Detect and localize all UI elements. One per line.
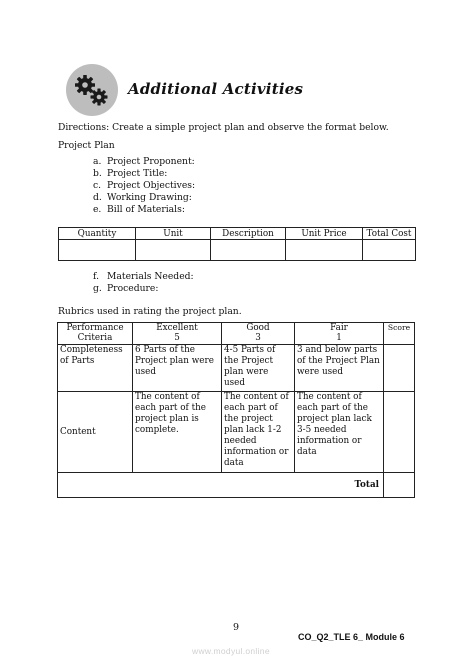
list-item <box>93 283 158 295</box>
score-cell <box>384 345 415 392</box>
column-header <box>222 323 295 345</box>
list-marker: a. <box>93 156 102 167</box>
list-marker: c. <box>93 180 102 191</box>
header-line: 5 <box>174 333 180 343</box>
list-marker: g. <box>93 283 102 294</box>
column-header: Score <box>384 323 415 345</box>
fair-cell: The content of each part of the project plan lack 3-5 needed information or data <box>295 392 384 473</box>
criteria-cell: Content <box>58 392 133 473</box>
rubric-table <box>57 322 415 498</box>
header-line: Fair <box>330 323 348 333</box>
good-cell: 4-5 Parts of the Project plan were used <box>222 345 295 392</box>
table-row <box>58 345 415 392</box>
list-marker: e. <box>93 204 102 215</box>
column-header: Unit <box>136 228 211 240</box>
header-line: 1 <box>336 333 342 343</box>
rubrics-caption: Rubrics used in rating the project plan. <box>58 306 242 317</box>
column-header <box>133 323 222 345</box>
page-title: Additional Activities <box>128 80 304 98</box>
list-item <box>93 204 185 216</box>
column-header: Total Cost <box>363 228 416 240</box>
excellent-cell: 6 Parts of the Project plan were used <box>133 345 222 392</box>
list-item <box>93 168 167 180</box>
list-label: Bill of Materials: <box>107 204 185 215</box>
footer-module-code: CO_Q2_TLE 6_ Module 6 <box>298 632 405 642</box>
excellent-cell: The content of each part of the project plan is complete. <box>133 392 222 473</box>
list-item <box>93 271 194 283</box>
header-line: Criteria <box>77 333 113 343</box>
table-cell <box>363 240 416 261</box>
list-label: Project Proponent: <box>107 156 195 167</box>
score-cell <box>384 392 415 473</box>
column-header: Quantity <box>59 228 136 240</box>
project-plan-label: Project Plan <box>58 140 115 151</box>
table-cell <box>286 240 363 261</box>
table-header-row <box>59 228 416 240</box>
header-line: Good <box>246 323 270 333</box>
list-label: Project Title: <box>107 168 168 179</box>
list-label: Materials Needed: <box>107 271 194 282</box>
fair-cell: 3 and below parts of the Project Plan were used <box>295 345 384 392</box>
header-line: 3 <box>255 333 261 343</box>
header-line: Excellent <box>156 323 198 333</box>
column-header: Unit Price <box>286 228 363 240</box>
list-label: Project Objectives: <box>107 180 196 191</box>
list-item <box>93 192 192 204</box>
table-total-row <box>58 473 415 498</box>
column-header: Description <box>211 228 286 240</box>
column-header <box>58 323 133 345</box>
total-score-cell <box>384 473 415 498</box>
list-item <box>93 156 195 168</box>
list-label: Working Drawing: <box>107 192 192 203</box>
column-header <box>295 323 384 345</box>
table-header-row <box>58 323 415 345</box>
page-number: 9 <box>233 622 240 633</box>
bill-of-materials-table <box>58 227 416 261</box>
table-cell <box>211 240 286 261</box>
criteria-cell: Completeness of Parts <box>58 345 133 392</box>
list-marker: d. <box>93 192 102 203</box>
header-line: Performance <box>66 323 124 333</box>
list-marker: b. <box>93 168 102 179</box>
list-label: Procedure: <box>107 283 159 294</box>
gears-icon <box>66 64 118 116</box>
directions-text: Directions: Create a simple project plan and observe the format below. <box>58 122 389 133</box>
table-row <box>59 240 416 261</box>
list-marker: f. <box>93 271 99 282</box>
table-row <box>58 392 415 473</box>
good-cell: The content of each part of the project plan lack 1-2 needed information or data <box>222 392 295 473</box>
total-label: Total <box>58 473 384 498</box>
table-cell <box>59 240 136 261</box>
list-item <box>93 180 195 192</box>
watermark: www.modyul.online <box>192 646 270 656</box>
table-cell <box>136 240 211 261</box>
